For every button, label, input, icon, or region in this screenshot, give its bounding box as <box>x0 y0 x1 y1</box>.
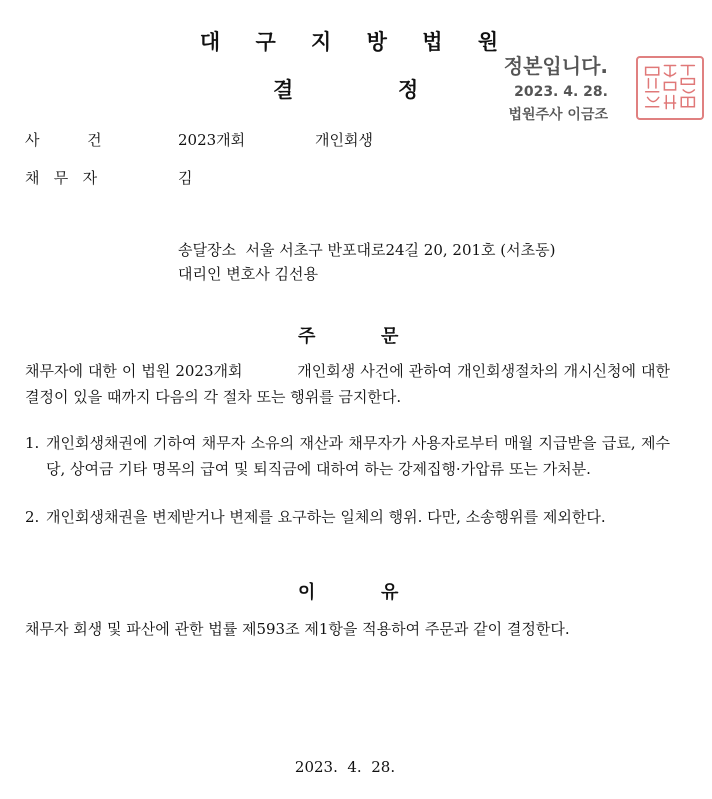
court-name: 대 구 지 방 법 원 <box>199 30 513 54</box>
case-label: 사 건 <box>25 131 102 149</box>
order-item-number: 2. <box>25 508 40 526</box>
decision-title-right: 정 <box>398 78 419 102</box>
order-item-text: 개인회생채권에 기하여 채무자 소유의 재산과 채무자가 사용자로부터 매월 지급받을 급료, 제수당, 상여금 기타 명목의 급여 및 퇴직금에 대하여 하는 강제집행·가압류 또는 가처분. <box>46 434 670 478</box>
case-name: 개인회생 <box>315 131 373 149</box>
order-heading-right: 문 <box>381 326 399 347</box>
court-clerk: 법원주사 이금조 <box>508 107 608 123</box>
reason-heading-left: 이 <box>298 582 316 603</box>
reason-heading-right: 유 <box>381 582 399 603</box>
decision-date: 2023. 4. 28. <box>294 758 396 776</box>
case-number: 2023개회 <box>178 131 246 149</box>
certified-copy-title: 정본입니다. <box>503 54 608 78</box>
order-heading-left: 주 <box>298 326 316 347</box>
order-item-text: 개인회생채권을 변제받거나 변제를 요구하는 일체의 행위. 다만, 소송행위를 제외한다. <box>46 508 606 526</box>
attorney: 대리인 변호사 김선용 <box>178 265 318 283</box>
order-item-1 <box>25 430 670 482</box>
order-item-number: 1. <box>25 434 40 452</box>
debtor-label: 채 무 자 <box>25 169 98 187</box>
certification-date: 2023. 4. 28. <box>514 84 608 100</box>
debtor-name: 김 <box>178 169 193 187</box>
decision-title-left: 결 <box>273 78 294 102</box>
service-address: 송달장소 서울 서초구 반포대로24길 20, 201호 (서초동) <box>178 241 556 259</box>
reason-text: 채무자 회생 및 파산에 관한 법률 제593조 제1항을 적용하여 주문과 같이 결정한다. <box>25 620 570 638</box>
order-paragraph: 채무자에 대한 이 법원 2023개회 개인회생 사건에 관하여 개인회생절차의 개시신청에 대한 결정이 있을 때까지 다음의 각 절차 또는 행위를 금지한다. <box>25 362 675 406</box>
order-item-2 <box>25 504 670 530</box>
court-seal-icon <box>636 56 704 120</box>
